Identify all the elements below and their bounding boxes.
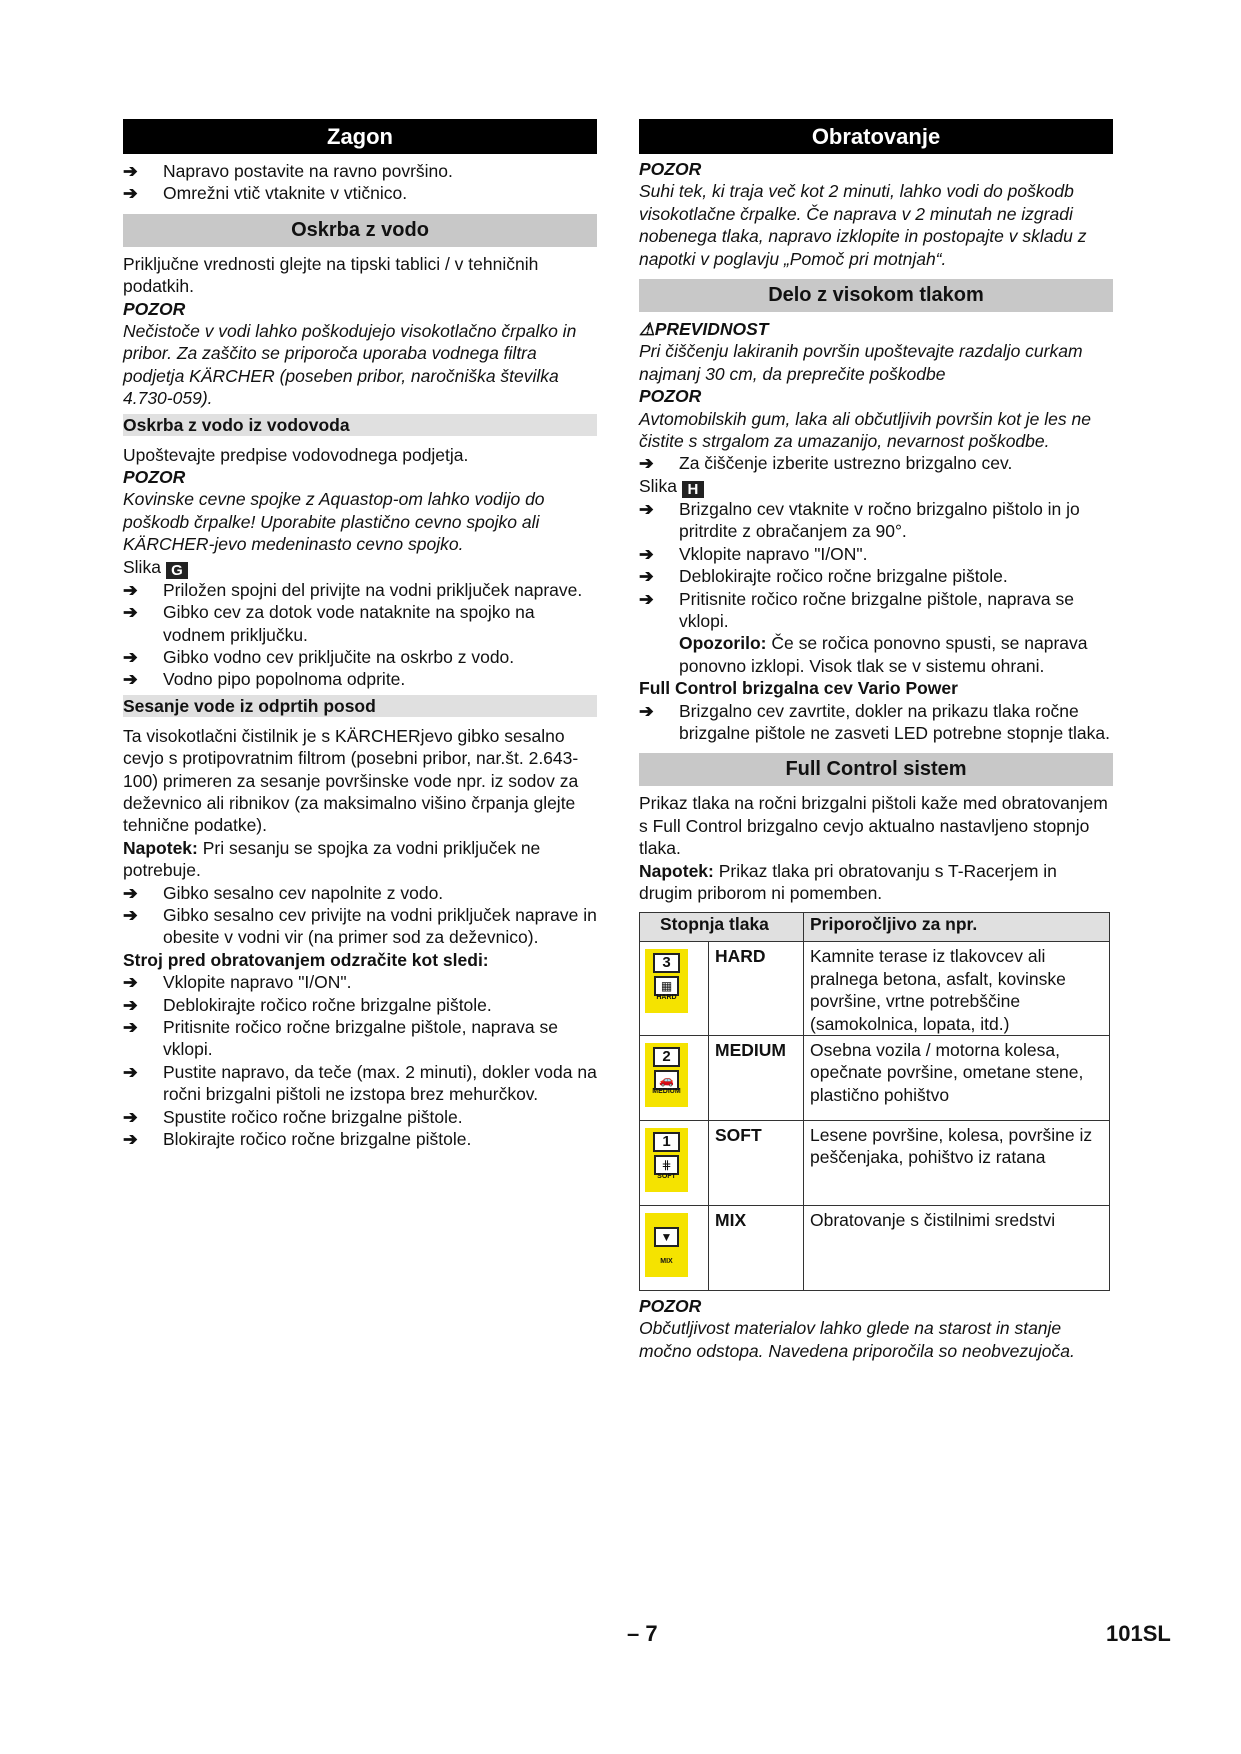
subsection-title-sesanje: Sesanje vode iz odprtih posod — [123, 695, 597, 717]
mode-label: MEDIUM — [709, 1036, 804, 1121]
page-number: – 7 — [627, 1621, 658, 1646]
arrow-icon: ➔ — [123, 183, 138, 204]
mode-description: Osebna vozila / motorna kolesa, opečnate površine, ometane stene, plastično pohištvo — [804, 1036, 1110, 1121]
document-code: 101SL — [1106, 1621, 1171, 1646]
list-item: ➔ Pritisnite ročico ročne brizgalne pištole, naprava se vklopi. — [639, 588, 1074, 631]
arrow-icon: ➔ — [123, 646, 138, 667]
figure-h-icon: H — [682, 481, 704, 498]
opozorilo-note: Opozorilo: Če se ročica ponovno spusti, se naprava ponovno izklopi. Visok tlak se v sistemu ohrani. — [679, 633, 1088, 676]
list-item: ➔ Deblokirajte ročico ročne brizgalne pištole. — [123, 994, 492, 1015]
arrow-icon: ➔ — [123, 602, 138, 623]
paragraph: Priključne vrednosti glejte na tipski tablici / v tehničnih podatkih. — [123, 253, 539, 297]
pressure-hard-icon: 3 ▦ HARD — [645, 949, 688, 1013]
arrow-icon: ➔ — [123, 669, 138, 690]
arrow-icon: ➔ — [639, 700, 654, 721]
mode-label: MIX — [709, 1206, 804, 1291]
section-title-zagon: Zagon — [123, 119, 597, 154]
list-item: ➔ Vklopite napravo "I/ON". — [123, 972, 352, 993]
list-item: ➔ Vodno pipo popolnoma odprite. — [123, 669, 406, 690]
list-item: ➔ Gibko vodno cev priključite na oskrbo z vodo. — [123, 646, 515, 667]
arrow-icon: ➔ — [123, 1017, 138, 1037]
subheading-fullcontrol-cev: Full Control brizgalna cev Vario Power — [639, 678, 958, 699]
arrow-icon: ➔ — [123, 579, 138, 600]
warning-text: Suhi tek, ki traja več kot 2 minuti, lahko vodi do poškodb visokotlačne črpalke. Če naprava v 2 minutah ne izgradi nobenega tlaka, napravo izklopite in postopajte v skladu z napotki v poglavju „Pomoč pri motnjah“. — [639, 181, 1087, 269]
pozor-label: POZOR — [123, 467, 186, 488]
mode-description: Obratovanje s čistilnimi sredstvi — [804, 1206, 1110, 1291]
list-item: ➔ Deblokirajte ročico ročne brizgalne pištole. — [639, 566, 1008, 587]
list-item: ➔ Priložen spojni del privijte na vodni priključek naprave. — [123, 579, 583, 600]
arrow-icon: ➔ — [123, 972, 138, 993]
arrow-icon: ➔ — [123, 904, 138, 925]
table-header-priporoceno: Priporočljivo za npr. — [804, 913, 1110, 942]
mode-label: SOFT — [709, 1121, 804, 1206]
list-item: ➔ Vklopite napravo "I/ON". — [639, 543, 868, 564]
pressure-medium-icon: 2 🚗 MEDIUM — [645, 1043, 688, 1107]
list-item: ➔ Gibko sesalno cev napolnite z vodo. — [123, 882, 444, 903]
warning-text: Občutljivost materialov lahko glede na starost in stanje močno odstopa. Navedena priporočila so neobvezujoča. — [639, 1318, 1075, 1361]
pozor-label: POZOR — [123, 298, 186, 319]
pozor-label: POZOR — [639, 386, 702, 407]
arrow-icon: ➔ — [123, 161, 138, 181]
arrow-icon: ➔ — [123, 1061, 138, 1082]
warning-text: Nečistoče v vodi lahko poškodujejo visokotlačno črpalko in pribor. Za zaščito se priporoča uporaba vodnega filtra podjetja KÄRCHER (poseben pribor, naročniška številka 4.730-059). — [123, 321, 577, 409]
arrow-icon: ➔ — [639, 588, 654, 609]
list-item: ➔ Za čiščenje izberite ustrezno brizgalno cev. — [639, 453, 1013, 474]
table-row — [640, 1121, 1110, 1206]
subheading-stroj: Stroj pred obratovanjem odzračite kot sledi: — [123, 949, 489, 970]
pozor-label: POZOR — [639, 1296, 702, 1316]
arrow-icon: ➔ — [639, 543, 654, 564]
list-item: ➔ Brizgalno cev vtaknite v ročno brizgalno pištolo in jo pritrdite z obračanjem za 90°. — [639, 498, 1080, 542]
list-item: ➔ Napravo postavite na ravno površino. — [123, 161, 453, 181]
pozor-label: POZOR — [639, 159, 702, 179]
list-item: ➔ Gibko sesalno cev privijte na vodni priključek naprave in obesite v vodni vir (na primer sod za deževnico). — [123, 904, 597, 948]
pressure-table — [639, 912, 1110, 1291]
arrow-icon: ➔ — [639, 566, 654, 587]
list-item: ➔ Brizgalno cev zavrtite, dokler na prikazu tlaka ročne brizgalne pištole ne zasveti LED potrebne stopnje tlaka. — [639, 700, 1110, 743]
left-column — [123, 119, 597, 1150]
table-row — [640, 942, 1110, 1036]
arrow-icon: ➔ — [639, 498, 654, 519]
paragraph: Upoštevajte predpise vodovodnega podjetja. — [123, 444, 469, 465]
warning-text: Avtomobilskih gum, laka ali občutljivih površin kot je les ne čistite s strgalom za umazanijo, nevarnost poškodbe. — [639, 408, 1091, 452]
arrow-icon: ➔ — [123, 882, 138, 903]
mode-description: Lesene površine, kolesa, površine iz peščenjaka, pohištvo iz ratana — [804, 1121, 1110, 1206]
table-row — [640, 1206, 1110, 1291]
arrow-icon: ➔ — [123, 1106, 138, 1127]
pressure-soft-icon: 1 ⋕ SOFT — [645, 1128, 688, 1192]
list-item: ➔ Pustite napravo, da teče (max. 2 minuti), dokler voda na ročni brizgalni pištoli ne izstopa brez mehurčkov. — [123, 1061, 597, 1105]
right-column — [639, 119, 1113, 1362]
pressure-mix-icon: ▼ MIX — [645, 1213, 688, 1277]
table-header-row — [640, 913, 1110, 942]
section-title-obratovanje: Obratovanje — [639, 119, 1113, 154]
arrow-icon: ➔ — [639, 453, 654, 474]
paragraph: Ta visokotlačni čistilnik je s KÄRCHERjevo gibko sesalno cevjo s protipovratnim filtrom (posebni pribor, nar.št. 2.643-100) primeren za sesanje površinske vode npr. iz sodov za deževnico ali ribnikov (za maksimalno višino črpanja glejte tehnične podatke). — [123, 725, 579, 836]
note: Napotek: Prikaz tlaka pri obratovanju s T-Racerjem in drugim priborom ni pomemben. — [639, 860, 1057, 903]
figure-g-icon: G — [166, 562, 188, 579]
note: Napotek: Pri sesanju se spojka za vodni priključek ne potrebuje. — [123, 837, 541, 881]
previdnost-label: ⚠PREVIDNOST — [639, 319, 769, 340]
arrow-icon: ➔ — [123, 994, 138, 1015]
list-item: ➔ Blokirajte ročico ročne brizgalne pištole. — [123, 1129, 472, 1150]
warning-text: Pri čiščenju lakiranih površin upoštevajte razdaljo curkam najmanj 30 cm, da preprečite poškodbe — [639, 341, 1083, 384]
arrow-icon: ➔ — [123, 1129, 138, 1150]
subsection-title-vodovod: Oskrba z vodo iz vodovoda — [123, 414, 597, 436]
mode-description: Kamnite terase iz tlakovcev ali pralnega betona, asfalt, kovinske površine, vrtne potrebščine (samokolnica, lopata, itd.) — [804, 942, 1110, 1036]
section-title-oskrba: Oskrba z vodo — [123, 214, 597, 247]
figure-reference: Slika H — [639, 475, 1113, 498]
section-title-sistem: Full Control sistem — [639, 753, 1113, 786]
list-item: ➔ Pritisnite ročico ročne brizgalne pištole, naprava se vklopi. — [123, 1017, 558, 1060]
paragraph: Prikaz tlaka na ročni brizgalni pištoli kaže med obratovanjem s Full Control brizgalno cevjo aktualno nastavljeno stopnjo tlaka. — [639, 793, 1108, 859]
list-item: ➔ Gibko cev za dotok vode nataknite na spojko na vodnem priključku. — [123, 602, 535, 645]
list-item: ➔ Omrežni vtič vtaknite v vtičnico. — [123, 183, 408, 204]
figure-reference: Slika G — [123, 556, 597, 579]
warning-text: Kovinske cevne spojke z Aquastop-om lahko vodijo do poškodb črpalke! Uporabite plastično cevno spojko ali KÄRCHER-jevo medeninasto cevno spojko. — [123, 489, 545, 555]
table-row — [640, 1036, 1110, 1121]
section-title-delo: Delo z visokom tlakom — [639, 279, 1113, 312]
mode-label: HARD — [709, 942, 804, 1036]
list-item: ➔ Spustite ročico ročne brizgalne pištole. — [123, 1106, 463, 1127]
table-header-stopnja: Stopnja tlaka — [640, 913, 804, 942]
